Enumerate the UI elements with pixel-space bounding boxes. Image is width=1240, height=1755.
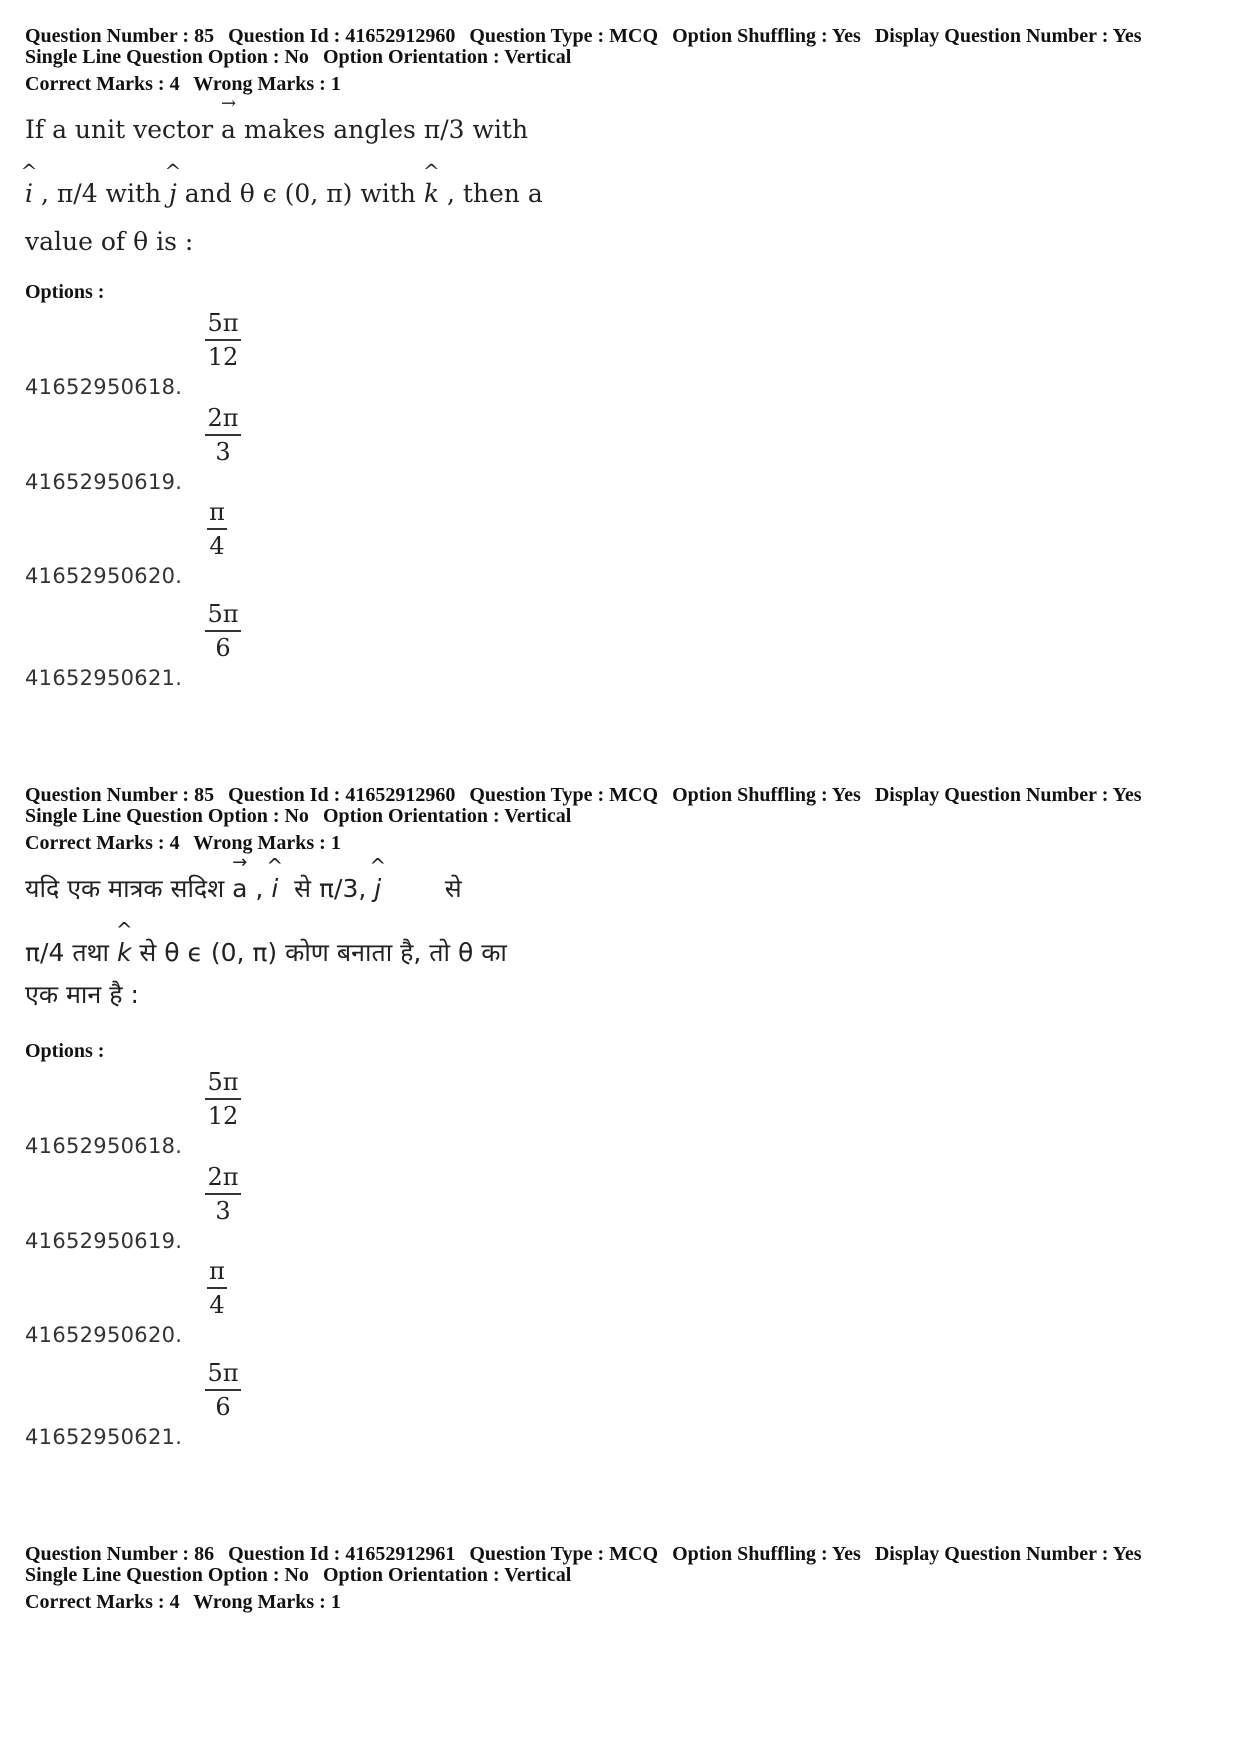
question-id: Question Id : 41652912960 — [228, 784, 456, 806]
correct-marks: Correct Marks : 4 — [25, 1591, 180, 1613]
option-shuffling: Option Shuffling : Yes — [672, 25, 861, 47]
unit-vector-i: ^ i — [25, 181, 33, 206]
unit-vector-j: ^ j — [169, 181, 177, 206]
options-label: Options : — [25, 281, 105, 303]
question-block-2 — [25, 784, 1215, 1449]
option-fraction: $\frac{5\pi}{6}$ — [207, 1359, 239, 1421]
option-fraction: $\frac{\pi}{4}$ — [209, 1257, 225, 1319]
option-fraction: $\frac{\pi}{4}$ — [209, 498, 225, 560]
marks-line — [25, 74, 1215, 95]
option-fraction: $\frac{5\pi}{12}$ — [207, 309, 239, 371]
question-type: Question Type : MCQ — [469, 1543, 659, 1565]
option-fraction: $\frac{2\pi}{3}$ — [207, 1163, 239, 1225]
question-text-line-1: यदि एक मात्रक सदिश → a , ^ i से π/3, ^ j से — [25, 876, 462, 901]
option-fraction: $\frac{2\pi}{3}$ — [207, 404, 239, 466]
option-3 — [25, 1257, 425, 1347]
unit-vector-k: ^ k — [424, 181, 439, 206]
question-type: Question Type : MCQ — [469, 25, 659, 47]
display-question-number: Display Question Number : Yes — [874, 1543, 1142, 1565]
marks-line — [25, 1592, 1215, 1613]
question-number: Question Number : 85 — [25, 25, 215, 47]
options-label: Options : — [25, 1040, 105, 1062]
marks-line — [25, 833, 1215, 854]
option-orientation: Option Orientation : Vertical — [322, 1564, 572, 1586]
question-id: Question Id : 41652912961 — [228, 1543, 456, 1565]
question-meta — [25, 1544, 1215, 1613]
question-text-line-2: ^ i , π/4 with ^ j and θ ϵ (0, π) with ^ k , then a — [25, 181, 543, 206]
wrong-marks: Wrong Marks : 1 — [193, 832, 341, 854]
option-1 — [25, 309, 425, 399]
single-line-option: Single Line Question Option : No — [25, 805, 309, 827]
vector-a: → a — [232, 876, 247, 901]
option-shuffling: Option Shuffling : Yes — [672, 1543, 861, 1565]
option-2 — [25, 404, 425, 494]
option-4 — [25, 600, 425, 690]
meta-line-2 — [25, 1565, 1215, 1586]
vector-a: → a — [221, 117, 236, 142]
question-text-line-1: If a unit vector → a makes angles π/3 with — [25, 117, 528, 142]
option-id: 41652950619. — [25, 1229, 183, 1253]
single-line-option: Single Line Question Option : No — [25, 1564, 309, 1586]
question-block-1 — [25, 25, 1215, 690]
unit-vector-i: ^ i — [271, 876, 278, 901]
wrong-marks: Wrong Marks : 1 — [193, 1591, 341, 1613]
question-type: Question Type : MCQ — [469, 784, 659, 806]
question-text-line-3: value of θ is : — [25, 227, 194, 256]
meta-line-1 — [25, 1544, 1215, 1565]
unit-vector-j: ^ j — [374, 876, 381, 901]
question-text — [25, 864, 1215, 1024]
option-3 — [25, 498, 425, 588]
question-block-3 — [25, 1544, 1215, 1613]
display-question-number: Display Question Number : Yes — [874, 784, 1142, 806]
option-orientation: Option Orientation : Vertical — [322, 46, 572, 68]
option-id: 41652950621. — [25, 666, 183, 690]
question-meta — [25, 26, 1215, 95]
meta-line-1 — [25, 26, 1215, 47]
question-text-line-3: एक मान है : — [25, 980, 139, 1009]
option-id: 41652950620. — [25, 564, 183, 588]
question-text-line-2: π/4 तथा ^ k से θ ϵ (0, π) कोण बनाता है, तो θ का — [25, 940, 507, 965]
option-orientation: Option Orientation : Vertical — [322, 805, 572, 827]
unit-vector-k: ^ k — [117, 940, 131, 965]
question-number: Question Number : 85 — [25, 784, 215, 806]
option-shuffling: Option Shuffling : Yes — [672, 784, 861, 806]
option-id: 41652950619. — [25, 470, 183, 494]
option-id: 41652950618. — [25, 1134, 183, 1158]
option-1 — [25, 1068, 425, 1158]
question-text — [25, 105, 1215, 265]
wrong-marks: Wrong Marks : 1 — [193, 73, 341, 95]
option-fraction: $\frac{5\pi}{6}$ — [207, 600, 239, 662]
single-line-option: Single Line Question Option : No — [25, 46, 309, 68]
question-meta — [25, 785, 1215, 854]
display-question-number: Display Question Number : Yes — [874, 25, 1142, 47]
option-2 — [25, 1163, 425, 1253]
option-id: 41652950621. — [25, 1425, 183, 1449]
correct-marks: Correct Marks : 4 — [25, 73, 180, 95]
meta-line-2 — [25, 806, 1215, 827]
question-id: Question Id : 41652912960 — [228, 25, 456, 47]
correct-marks: Correct Marks : 4 — [25, 832, 180, 854]
meta-line-1 — [25, 785, 1215, 806]
meta-line-2 — [25, 47, 1215, 68]
option-4 — [25, 1359, 425, 1449]
option-id: 41652950618. — [25, 375, 183, 399]
option-fraction: $\frac{5\pi}{12}$ — [207, 1068, 239, 1130]
option-id: 41652950620. — [25, 1323, 183, 1347]
question-number: Question Number : 86 — [25, 1543, 215, 1565]
